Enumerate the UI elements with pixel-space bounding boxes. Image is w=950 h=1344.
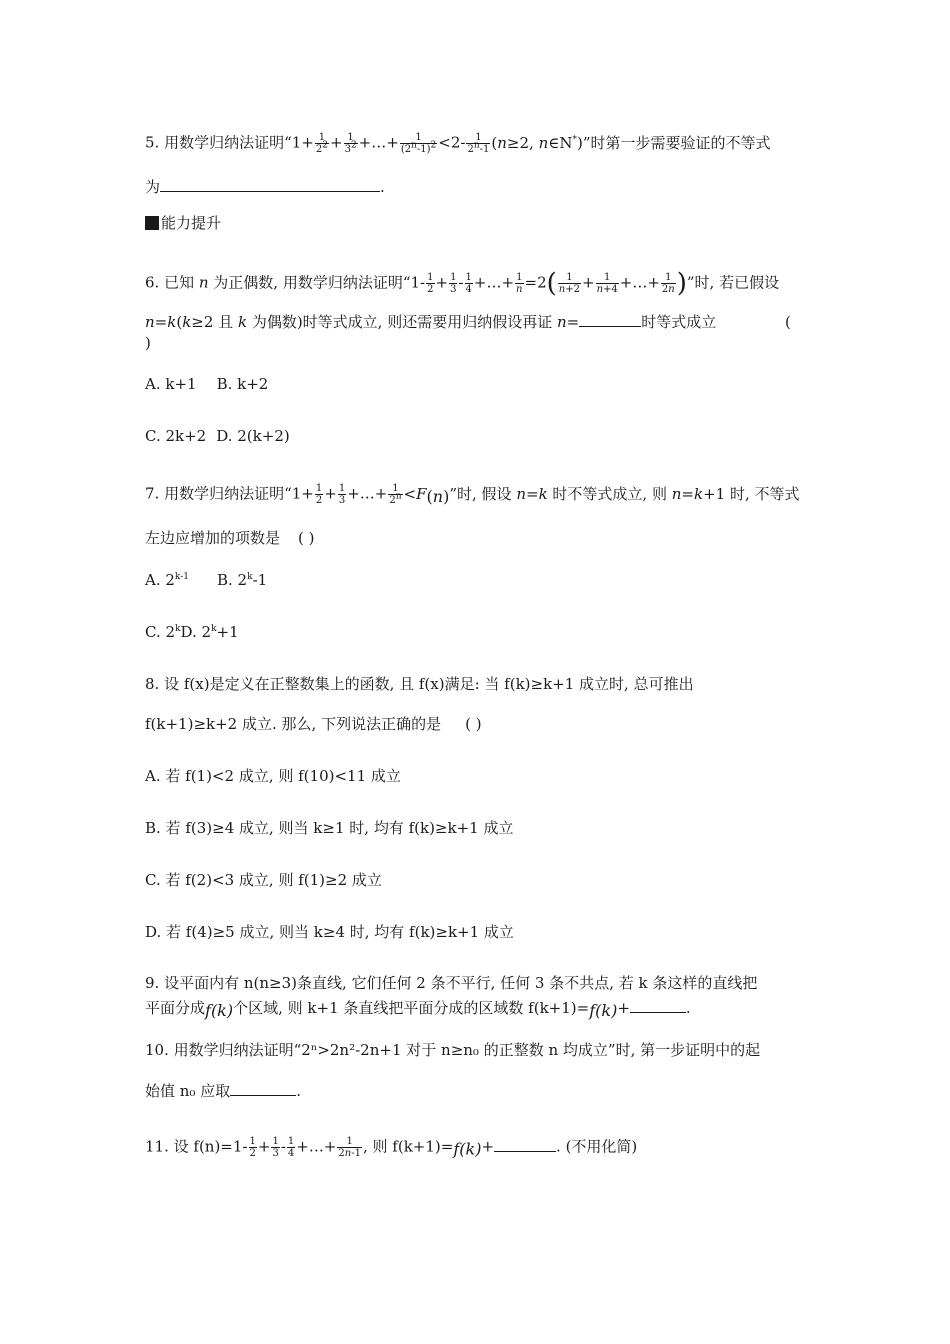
q7-options-cd (145, 622, 239, 642)
q8-option-d[interactable]: D. 若 f(4)≥5 成立, 则当 k≥4 时, 均有 f(k)≥k+1 成立 (145, 923, 514, 941)
q8-line1: 8. 设 f(x)是定义在正整数集上的函数, 且 f(x)满足: 当 f(k)≥k+1 成立时, 总可推出 (145, 675, 694, 693)
q11-answer-blank[interactable] (494, 1137, 556, 1152)
q7-line1: 7. 用数学归纳法证明“1+ $\frac{1}{2}$ + $\frac{1}{3}$ +…+ $\frac{1}{2^n}$ <F(n)”时, 假设 n=k 时不等式成立, 则 n=k+1 时, 不等式 (145, 483, 800, 506)
q10-line1: 10. 用数学归纳法证明“2ⁿ>2n²-2n+1 对于 n≥n₀ 的正整数 n 均成立”时, 第一步证明中的起 (145, 1041, 761, 1059)
q6-option-a[interactable]: A. k+1 (145, 375, 197, 393)
section-heading (145, 213, 221, 233)
q6-options-cd (145, 426, 290, 446)
q6-line1: 6. 已知 n 为正偶数, 用数学归纳法证明“1- $\frac{1}{2}$ + $\frac{1}{3}$ - $\frac{1}{4}$ +…+ $\frac{1}{n}$ =2( $\frac{1}{n+2}$ + $\frac{1}{n+4}$ +…+ $\frac{1}{2n}$ )”时, 若已假设 (145, 268, 780, 299)
q6-option-c[interactable]: C. 2k+2 (145, 427, 207, 445)
q5-answer-blank[interactable] (160, 177, 380, 192)
q7-line2: 左边应增加的项数是 ( ) (145, 529, 315, 547)
q7-option-c[interactable]: C. 2$^k$ (145, 623, 181, 641)
q5-line1: 5. 用数学归纳法证明“1+ $\frac{1}{2^2}$ + $\frac{1}{3^2}$ +…+ $\frac{1}{(2^n-1)^2}$ <2- $\frac{1}{2^n-1}$ (n≥2, n∈N*)”时第一步需要验证的不等式 (145, 132, 771, 155)
q8-line2: f(k+1)≥k+2 成立. 那么, 下列说法正确的是 ( ) (145, 715, 482, 733)
q9-line2: 平面分成f(k)个区域, 则 k+1 条直线把平面分成的区域数 f(k+1)=f(k)+ . (145, 999, 691, 1020)
q11-line1: 11. 设 f(n)=1- $\frac{1}{2}$ + $\frac{1}{3}$ - $\frac{1}{4}$ +…+ $\frac{1}{2n-1}$ , 则 f(k+1)=f(k)+ . (不用化简) (145, 1136, 638, 1159)
square-bullet-icon (145, 216, 159, 230)
q10-answer-blank[interactable] (230, 1081, 296, 1096)
q10-line2: 始值 n₀ 应取 . (145, 1082, 301, 1100)
q6-answer-blank[interactable] (579, 312, 641, 327)
q9-answer-blank[interactable] (630, 998, 686, 1013)
q6-option-b[interactable]: B. k+2 (216, 375, 269, 393)
q7-option-a[interactable]: A. 2$^{k-1}$ (145, 571, 189, 589)
section-title: 能力提升 (161, 214, 222, 232)
q8-option-b[interactable]: B. 若 f(3)≥4 成立, 则当 k≥1 时, 均有 f(k)≥k+1 成立 (145, 819, 514, 837)
q8-option-c[interactable]: C. 若 f(2)<3 成立, 则 f(1)≥2 成立 (145, 871, 382, 889)
q7-option-b[interactable]: B. 2$^k$-1 (216, 571, 268, 589)
q6-line2: n=k(k≥2 且 k 为偶数)时等式成立, 则还需要用归纳假设再证 n= 时等式成立 ( (145, 313, 791, 331)
q6-options-ab (145, 374, 268, 394)
q6-option-d[interactable]: D. 2(k+2) (216, 427, 290, 445)
q7-option-d[interactable]: D. $2^k+1$ (180, 623, 239, 641)
q5-line2: 为 . (145, 178, 385, 196)
q6-paren-close: ) (145, 334, 151, 352)
q8-option-a[interactable]: A. 若 f(1)<2 成立, 则 f(10)<11 成立 (145, 767, 401, 785)
q9-line1: 9. 设平面内有 n(n≥3)条直线, 它们任何 2 条不平行, 任何 3 条不共点, 若 k 条这样的直线把 (145, 974, 758, 992)
q7-options-ab (145, 570, 267, 590)
